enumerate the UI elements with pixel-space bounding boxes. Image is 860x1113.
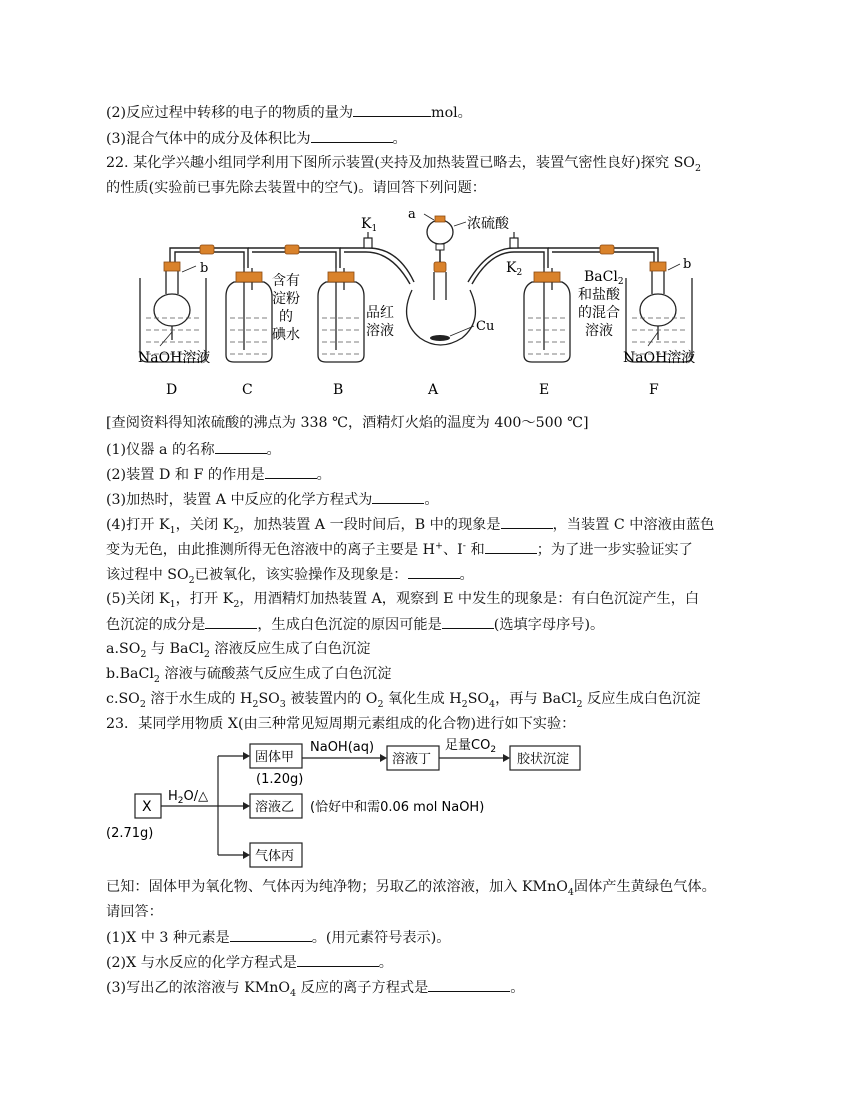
q23-ask: 请回答： [106,904,163,920]
label-condition: $H_2O/\triangle$ [168,789,209,806]
label-naoh-right: NaOH溶液 [623,350,696,366]
q21-part3: (3)混合气体中的成分及体积比为 。 [106,128,407,149]
letter-b: B [333,382,344,398]
label-x-mass: (2.71g) [106,826,154,841]
q22-option-a: $a.SO_2$ 与 BaCl$_2$ 溶液反应生成了白色沉淀 [106,641,371,660]
label-bacl-3: 的混合 [578,305,620,321]
q23-p2: (2)X 与水反应的化学方程式是 。 [106,952,393,973]
q22-p5-line1: (5)关闭 $K_1$，打开 $K_2$，用酒精灯加热装置 A，观察到 E 中发生的现象是：有白色沉淀产生，白 [106,591,700,610]
label-bacl-2: 和盐酸 [578,287,620,303]
label-sol-yi: 溶液乙 [255,800,295,815]
label-starch-2: 淀粉 [272,291,300,307]
label-a: a [408,207,416,222]
q22-option-b: b.BaCl$_2$ 溶液与硫酸蒸气反应生成了白色沉淀 [106,666,392,685]
answer-blank[interactable] [428,977,510,992]
label-b-right: b [683,257,692,272]
label-solid-mass: (1.20g) [256,772,304,787]
label-x: X [142,799,152,815]
label-k1: $K_1$ [361,216,378,234]
q22-p2: (2)装置 D 和 F 的作用是 。 [106,464,331,485]
letter-f: F [649,382,659,398]
q23-stem: 23．某同学用物质 X(由三种常见短周期元素组成的化合物)进行如下实验： [106,716,576,732]
label-sol-ding: 溶液丁 [392,752,432,767]
label-acid: 浓硫酸 [467,216,509,232]
letter-c: C [242,382,253,398]
label-starch-3: 的 [279,309,293,325]
q23-p1: (1)X 中 3 种元素是 。(用元素符号表示)。 [106,927,450,948]
label-naoh: NaOH(aq) [310,740,375,755]
letter-d: D [166,382,178,398]
q23-p3: (3)写出乙的浓溶液与 KMnO$_4$ 反应的离子方程式是 。 [106,977,524,998]
label-pinred-1: 品红 [366,305,394,321]
label-b-left: b [200,261,209,276]
label-bacl-4: 溶液 [585,323,613,339]
q22-stem-line2: 的性质(实验前已事先除去装置中的空气)。请回答下列问题： [106,180,486,196]
label-pinred-2: 溶液 [366,323,394,339]
label-co2: 足量$CO_2$ [445,738,497,755]
q21-part2: (2)反应过程中转移的电子的物质的量为 mol。 [106,102,472,123]
q22-p4-line2: 变为无色，由此推测所得无色溶液中的离子主要是 H+、I- 和 ；为了进一步实验证实了 [106,540,693,558]
label-bacl2: BaCl$_2$ [584,269,624,287]
label-yi-note: (恰好中和需0.06 mol NaOH) [310,800,485,815]
answer-blank[interactable] [297,952,379,967]
q22-p1: (1)仪器 a 的名称 。 [106,439,281,460]
q22-p3: (3)加热时，装置 A 中反应的化学方程式为 。 [106,489,439,510]
q22-p4-line1: (4)打开 $K_1$，关闭 $K_2$，加热装置 A 一段时间后，B 中的现象是 ，当装置 C 中溶液由蓝色 [106,514,714,535]
q22-p4-line3: 该过程中 $SO_2$已被氧化，该实验操作及现象是： 。 [106,564,474,585]
label-starch-4: 碘水 [272,327,300,343]
label-starch-1: 含有 [272,273,300,289]
label-solid-jia: 固体甲 [255,750,295,765]
q22-p5-line2: 色沉淀的成分是 ，生成白色沉淀的原因可能是 (选填字母序号)。 [106,614,604,635]
label-gas-bing: 气体丙 [255,849,295,864]
q23-known: 已知：固体甲为氧化物、气体丙为纯净物；另取乙的浓溶液，加入 KMnO$_4$固体产生黄绿色气体。 [106,879,716,898]
label-cu: Cu [476,319,495,334]
label-naoh-left: NaOH溶液 [138,350,211,366]
label-gel: 胶状沉淀 [517,752,570,767]
letter-e: E [539,382,550,398]
letter-a: A [428,382,439,398]
answer-blank[interactable] [230,927,312,942]
label-k2: $K_2$ [506,260,523,278]
q22-option-c: $c.SO_2$ 溶于水生成的 $H_2SO_3$ 被装置内的 $O_2$ 氧化生成 $H_2SO_4$，再与 BaCl$_2$ 反应生成白色沉淀 [106,691,701,710]
q22-note: [查阅资料得知浓硫酸的沸点为 338 ℃，酒精灯火焰的温度为 400～500 ℃] [106,415,589,431]
q22-stem-line1: 22. 某化学兴趣小组同学利用下图所示装置(夹持及加热装置已略去，装置气密性良好)探究 $SO_2$ [106,155,701,174]
